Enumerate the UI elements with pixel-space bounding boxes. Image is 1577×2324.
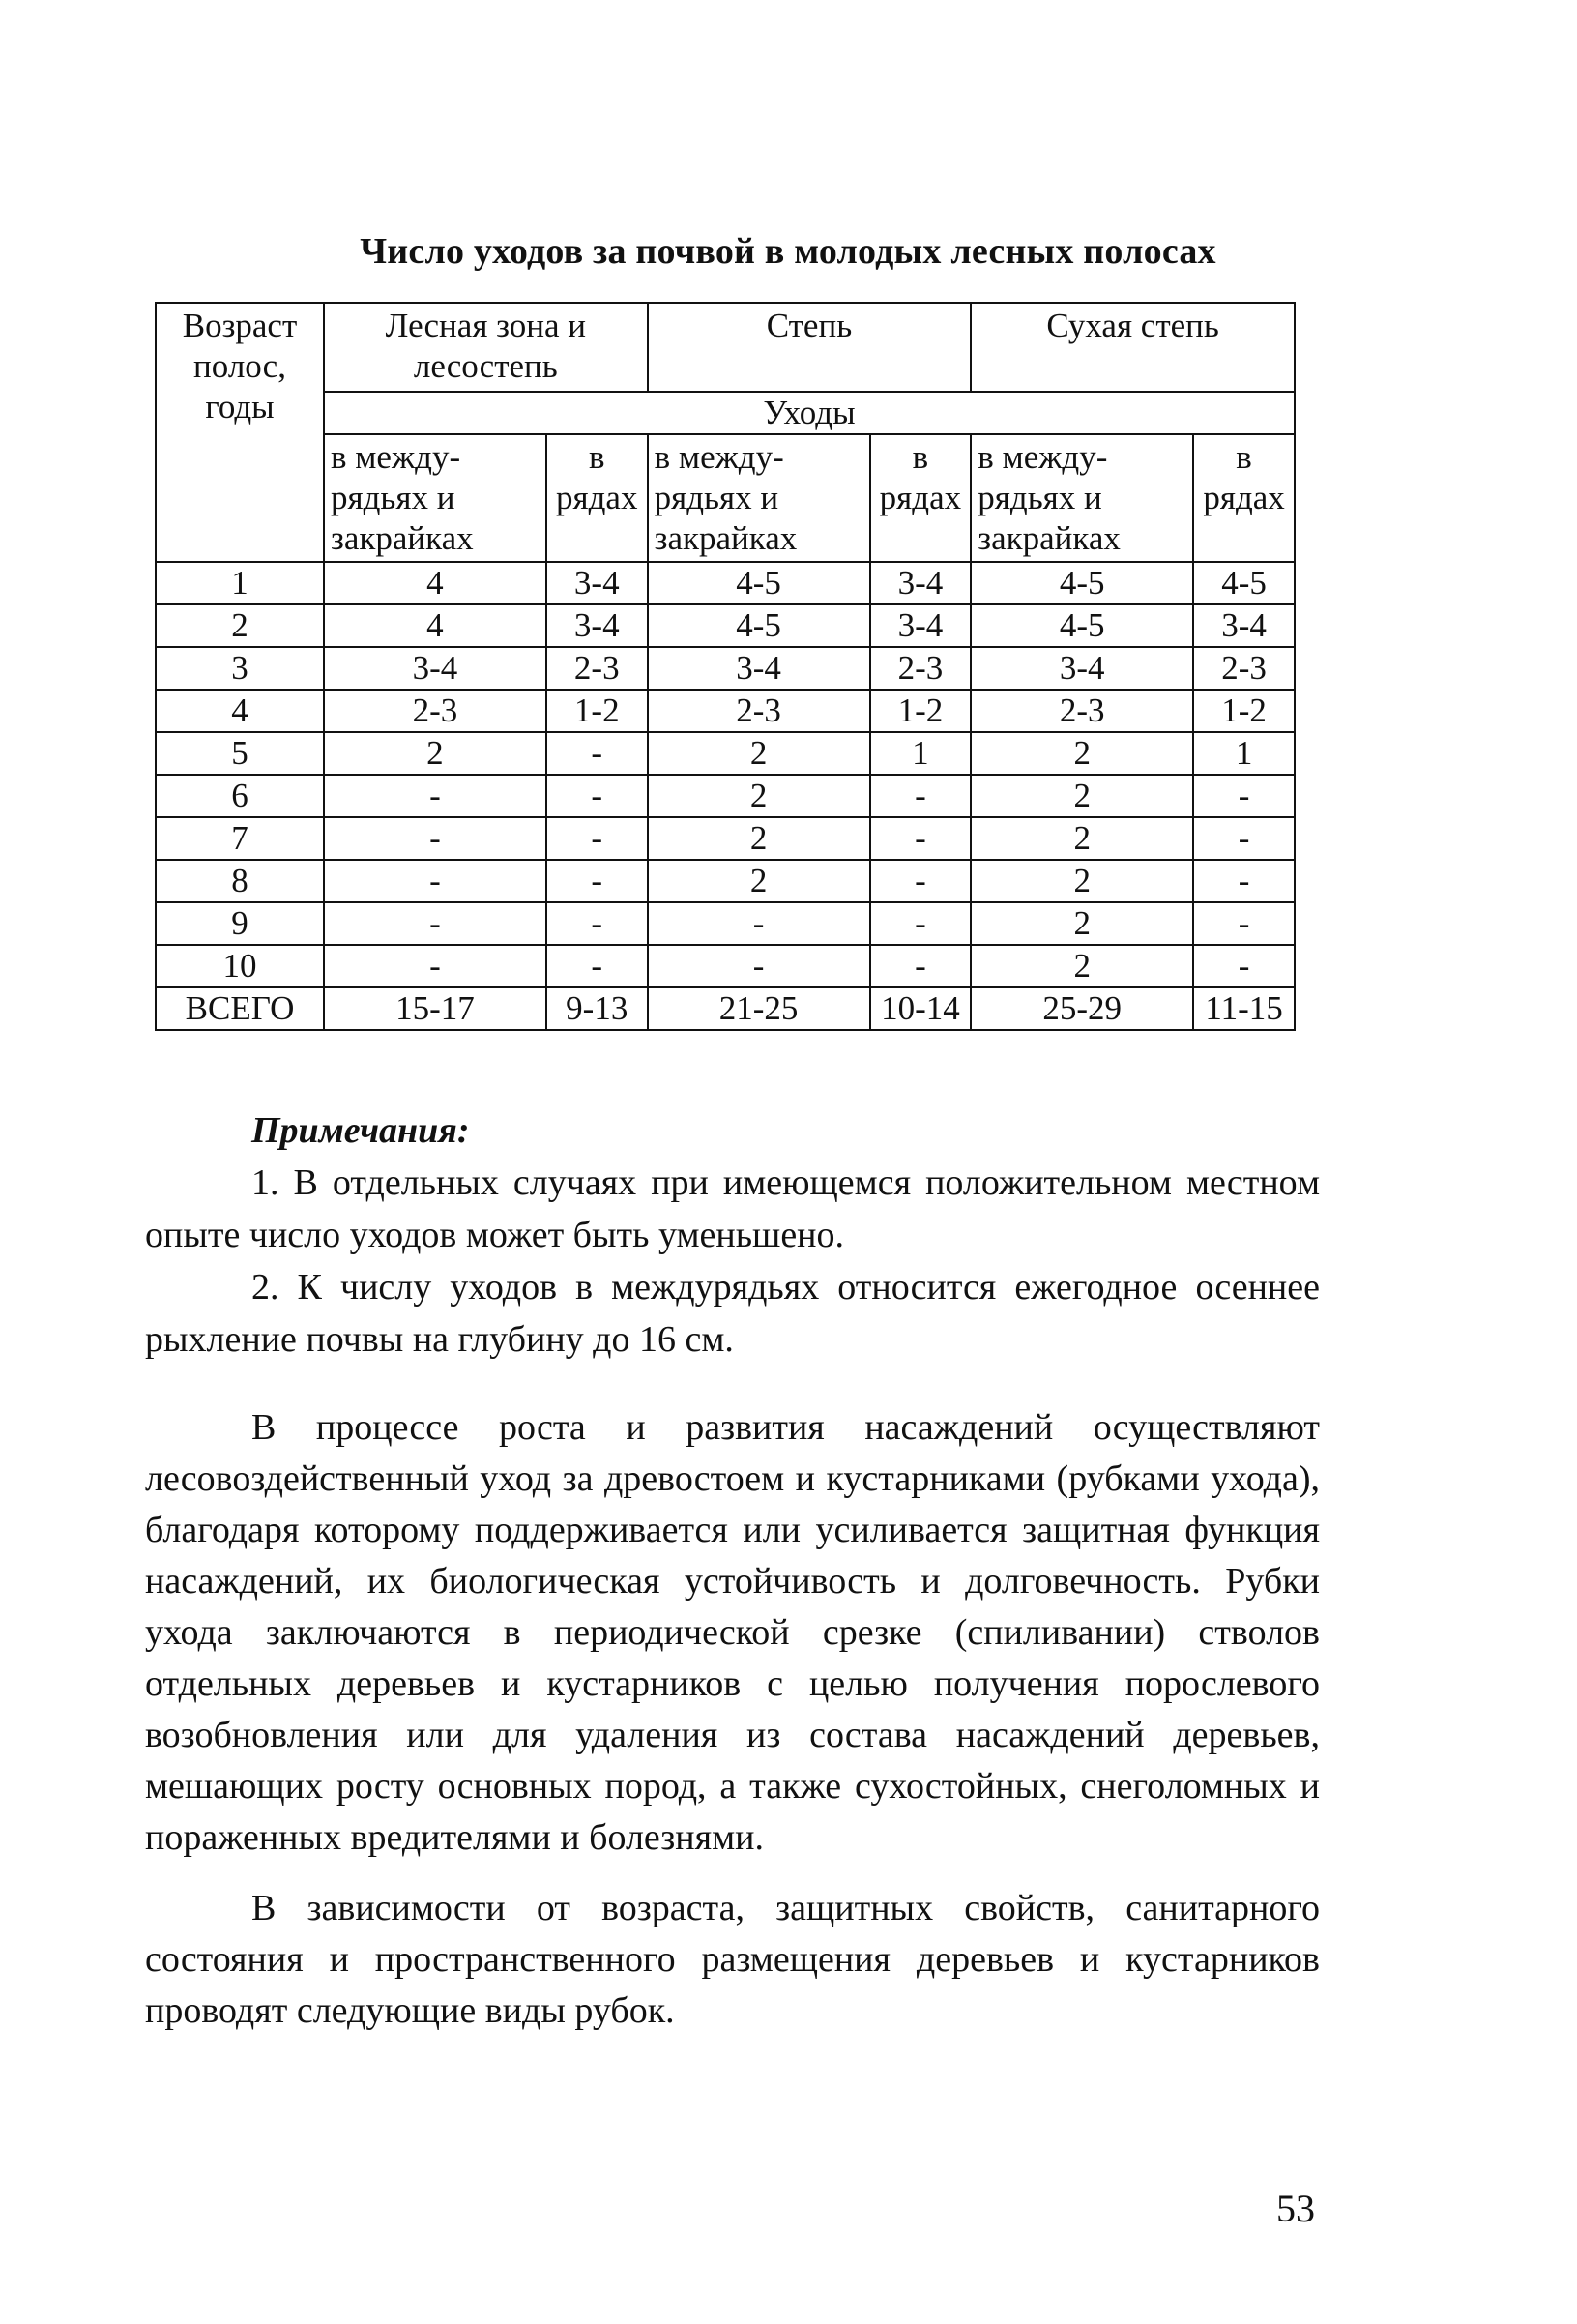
notes-section <box>145 1104 1320 1366</box>
zone-header: Степь <box>648 303 972 392</box>
table-row <box>156 817 1295 860</box>
sub-header: в между-рядьях и закрайках <box>971 434 1193 562</box>
table-row <box>156 690 1295 732</box>
table-cell: - <box>1193 945 1295 987</box>
table-cell: 1 <box>1193 732 1295 775</box>
table-cell: 2 <box>971 775 1193 817</box>
table-cell: - <box>1193 775 1295 817</box>
sub-header: в рядах <box>1193 434 1295 562</box>
table-cell: 3-4 <box>324 647 546 690</box>
zone-header: Сухая степь <box>971 303 1295 392</box>
table-cell: 1-2 <box>1193 690 1295 732</box>
table-cell: 2 <box>648 860 870 902</box>
table-row <box>156 562 1295 604</box>
table-cell: - <box>870 817 972 860</box>
table-cell: 4 <box>156 690 324 732</box>
table-row <box>156 604 1295 647</box>
table-cell: - <box>870 860 972 902</box>
table-cell: - <box>648 902 870 945</box>
table-cell: 2-3 <box>870 647 972 690</box>
table-body <box>156 562 1295 1030</box>
table-cell: 3-4 <box>870 604 972 647</box>
table-cell: 2-3 <box>324 690 546 732</box>
sub-header: в между-рядьях и закрайках <box>324 434 546 562</box>
table-cell: - <box>324 860 546 902</box>
table-cell: 3-4 <box>1193 604 1295 647</box>
table-cell: 2 <box>648 817 870 860</box>
table-cell: 2 <box>971 902 1193 945</box>
age-header: Возраст полос, годы <box>156 303 324 562</box>
body-text <box>145 1402 1320 2056</box>
table-cell: - <box>324 817 546 860</box>
table-cell: 2 <box>648 732 870 775</box>
table-row <box>156 902 1295 945</box>
note-item: 2. К числу уходов в междурядьях относится ежегодное осеннее рыхление почвы на глубину до 16 см. <box>145 1267 1320 1360</box>
uhody-header: Уходы <box>324 392 1295 434</box>
table-cell: 3-4 <box>546 604 648 647</box>
table-cell: - <box>1193 902 1295 945</box>
table-cell: - <box>1193 860 1295 902</box>
table-cell: 3-4 <box>870 562 972 604</box>
table-cell: 2 <box>971 817 1193 860</box>
table-cell: 1-2 <box>546 690 648 732</box>
table-cell: - <box>546 902 648 945</box>
table-cell: - <box>870 902 972 945</box>
table-cell: 2 <box>971 732 1193 775</box>
table-cell: 6 <box>156 775 324 817</box>
notes-heading: Примечания: <box>251 1110 470 1151</box>
table-cell: 2-3 <box>1193 647 1295 690</box>
page-number: 53 <box>1276 2187 1315 2230</box>
table-cell: ВСЕГО <box>156 987 324 1030</box>
table-cell: 4-5 <box>971 604 1193 647</box>
table-cell: - <box>324 902 546 945</box>
table-cell: - <box>870 945 972 987</box>
table-cell: 25-29 <box>971 987 1193 1030</box>
sub-header: в между-рядьях и закрайках <box>648 434 870 562</box>
table-cell: 2-3 <box>546 647 648 690</box>
table-cell: 4 <box>324 562 546 604</box>
table-cell: 5 <box>156 732 324 775</box>
table-cell: - <box>546 945 648 987</box>
table-cell: 1 <box>870 732 972 775</box>
table-cell: 9-13 <box>546 987 648 1030</box>
table-cell: 1-2 <box>870 690 972 732</box>
care-table <box>155 302 1296 1031</box>
table-cell: 10-14 <box>870 987 972 1030</box>
table-cell: - <box>648 945 870 987</box>
sub-header: в рядах <box>870 434 972 562</box>
table-cell: 4-5 <box>648 562 870 604</box>
table-cell: 2 <box>324 732 546 775</box>
table-row <box>156 987 1295 1030</box>
table-cell: - <box>546 732 648 775</box>
paragraph: В зависимости от возраста, защитных свойств, санитарного состояния и пространственного размещения деревьев и кустарников проводят следующие виды рубок. <box>145 1888 1320 2031</box>
table-title: Число уходов за почвой в молодых лесных полосах <box>360 231 1216 272</box>
table-cell: 3-4 <box>648 647 870 690</box>
table-cell: - <box>324 945 546 987</box>
table-cell: 3 <box>156 647 324 690</box>
table-cell: 15-17 <box>324 987 546 1030</box>
table-cell: 2-3 <box>648 690 870 732</box>
table-cell: 8 <box>156 860 324 902</box>
table-cell: 2 <box>971 860 1193 902</box>
table-cell: 11-15 <box>1193 987 1295 1030</box>
table-cell: - <box>546 860 648 902</box>
table-cell: 1 <box>156 562 324 604</box>
zone-header: Лесная зона и лесостепь <box>324 303 648 392</box>
paragraph: В процессе роста и развития насаждений осуществляют лесовоздейственный уход за древостоем и кустарниками (рубками ухода), благодаря которому поддерживается или усиливается защитная функция насаждений, их биологическая устойчивость и долговечность. Рубки ухода заключаются в периодической срезке (спиливании) стволов отдельных деревьев и кустарников с целью получения порослевого возобновления или для удаления из состава насаждений деревьев, мешающих росту основных пород, а также сухостойных, снеголомных и пораженных вредителями и болезнями. <box>145 1407 1320 1858</box>
table-cell: - <box>324 775 546 817</box>
table-cell: 10 <box>156 945 324 987</box>
table-cell: 4-5 <box>648 604 870 647</box>
table-row <box>156 945 1295 987</box>
table-cell: 4-5 <box>1193 562 1295 604</box>
table-row <box>156 860 1295 902</box>
table-cell: 21-25 <box>648 987 870 1030</box>
table-cell: 2-3 <box>971 690 1193 732</box>
table-cell: 4-5 <box>971 562 1193 604</box>
table-cell: - <box>870 775 972 817</box>
table-cell: - <box>546 817 648 860</box>
table-cell: 9 <box>156 902 324 945</box>
table-cell: 7 <box>156 817 324 860</box>
table-cell: 2 <box>971 945 1193 987</box>
sub-header: в рядах <box>546 434 648 562</box>
table-cell: 2 <box>648 775 870 817</box>
table-cell: 3-4 <box>546 562 648 604</box>
table-cell: 2 <box>156 604 324 647</box>
table-row <box>156 732 1295 775</box>
table-cell: 3-4 <box>971 647 1193 690</box>
table-cell: - <box>1193 817 1295 860</box>
table-row <box>156 775 1295 817</box>
table-row <box>156 647 1295 690</box>
note-item: 1. В отдельных случаях при имеющемся положительном местном опыте число уходов может быть уменьшено. <box>145 1162 1320 1255</box>
table-cell: - <box>546 775 648 817</box>
table-cell: 4 <box>324 604 546 647</box>
